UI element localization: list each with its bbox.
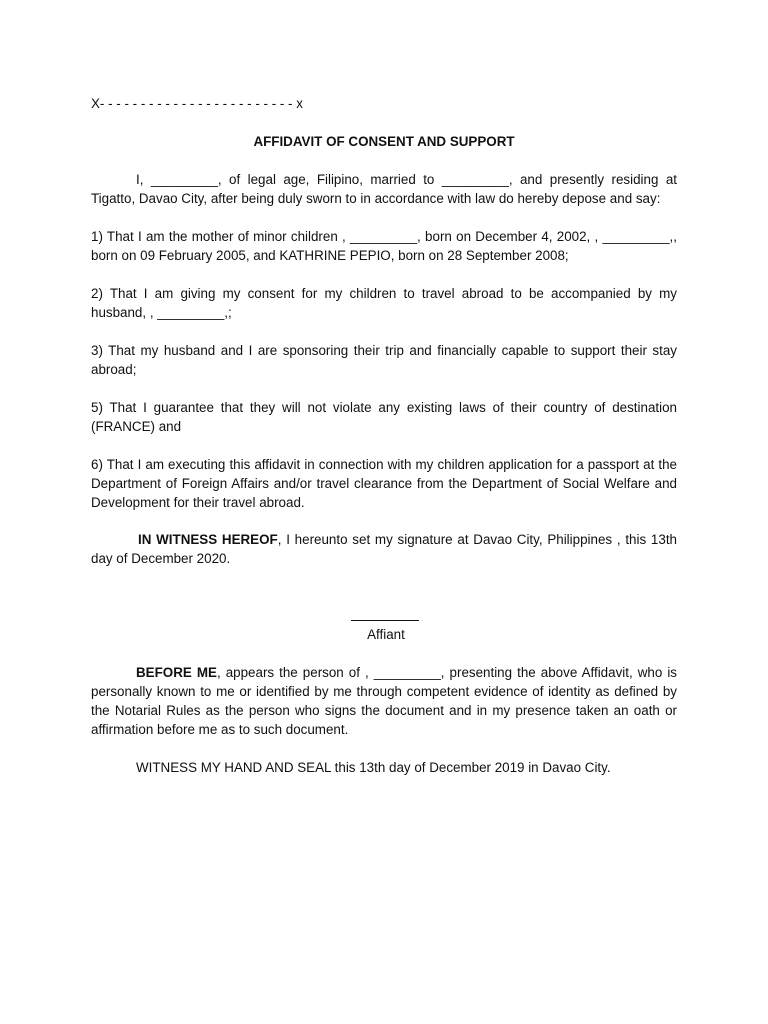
- witness-clause: [91, 530, 677, 568]
- affiant-label: Affiant: [367, 627, 405, 642]
- header-separator: X- - - - - - - - - - - - - - - - - - - - - - - - x: [91, 96, 303, 111]
- notary-lead: BEFORE ME: [136, 665, 217, 680]
- paragraph-6: 6) That I am executing this affidavit in connection with my children application for a passport at the Department of Foreign Affairs and/or travel clearance from the Department of Social Welfare and Development for their travel abroad.: [91, 457, 677, 510]
- paragraph-3: 3) That my husband and I are sponsoring their trip and financially capable to support their stay abroad;: [91, 343, 677, 377]
- document-title: AFFIDAVIT OF CONSENT AND SUPPORT: [253, 134, 515, 149]
- notary-paragraph: [91, 663, 677, 739]
- witness-text: , I hereunto set my signature at Davao City, Philippines , this 13th day of December 2020.: [91, 532, 677, 566]
- intro-paragraph: I, _________, of legal age, Filipino, married to _________, and presently residing at Tigatto, Davao City, after being duly sworn to in accordance with law do hereby depose and say:: [91, 172, 677, 206]
- paragraph-2: 2) That I am giving my consent for my children to travel abroad to be accompanied by my husband, , _________,;: [91, 286, 677, 320]
- witness-lead: IN WITNESS HEREOF: [138, 532, 278, 547]
- closing-line: WITNESS MY HAND AND SEAL this 13th day of December 2019 in Davao City.: [136, 760, 611, 775]
- paragraph-1: 1) That I am the mother of minor children , _________, born on December 4, 2002, , _________,, born on 09 February 2005, and KATHRINE PEPIO, born on 28 September 2008;: [91, 229, 677, 263]
- paragraph-5: 5) That I guarantee that they will not violate any existing laws of their country of destination (FRANCE) and: [91, 400, 677, 434]
- notary-text: , appears the person of , _________, presenting the above Affidavit, who is personally known to me or identified by me through competent evidence of identity as defined by the Notarial Rules as the person who signs the document and in my presence taken an oath or affirmation before me as to such document.: [91, 665, 678, 737]
- signature-line: [351, 620, 419, 621]
